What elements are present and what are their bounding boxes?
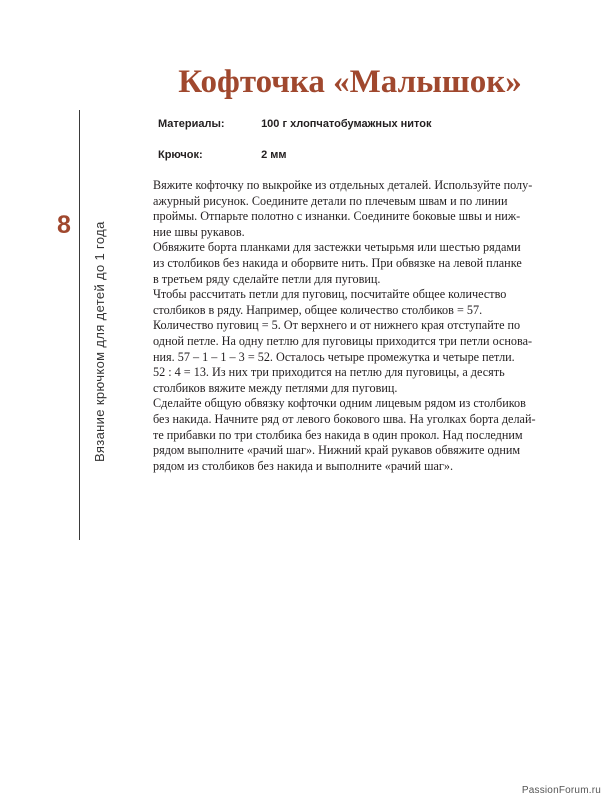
instruction-line: из столбиков без накида и оборвите нить. При обвязке на левой планке xyxy=(153,255,522,270)
page-number: 8 xyxy=(57,211,71,239)
hook-label: Крючок: xyxy=(158,149,203,161)
materials-value: 100 г хлопчатобумажных ниток xyxy=(261,118,432,130)
instruction-line: 52 : 4 = 13. Из них три приходится на петлю для пуговицы, а десять xyxy=(153,365,505,380)
materials-spec xyxy=(158,117,432,131)
instruction-line: Сделайте общую обвязку кофточки одним лицевым рядом из столбиков xyxy=(153,396,526,411)
instruction-line: проймы. Отпарьте полотно с изнанки. Соедините боковые швы и ниж- xyxy=(153,209,521,224)
instruction-line: Обвяжите борта планками для застежки четырьмя или шестью рядами xyxy=(153,240,521,255)
instruction-line: Количество пуговиц = 5. От верхнего и от нижнего края отступайте по xyxy=(153,318,521,333)
instruction-line: одной петле. На одну петлю для пуговицы приходится три петли основа- xyxy=(153,333,533,348)
site-watermark: PassionForum.ru xyxy=(521,785,601,796)
instruction-line: ния. 57 – 1 – 1 – 3 = 52. Осталось четыре промежутка и четыре петли. xyxy=(153,349,515,364)
instruction-line: те прибавки по три столбика без накида в один прокол. Над последним xyxy=(153,427,523,442)
instruction-line: без накида. Начните ряд от левого бокового шва. На уголках борта делай- xyxy=(153,411,536,426)
instruction-line: рядом выполните «рачий шаг». Нижний край рукавов обвяжите одним xyxy=(153,443,521,458)
hook-value: 2 мм xyxy=(261,149,287,161)
instruction-line: ажурный рисунок. Соедините детали по плечевым швам и по линии xyxy=(153,193,508,208)
side-divider-line xyxy=(79,110,80,540)
instruction-line: ние швы рукавов. xyxy=(153,224,245,239)
instruction-line: столбиков вяжите между петлями для пуговиц. xyxy=(153,380,398,395)
pattern-title: Кофточка «Малышок» xyxy=(178,64,522,100)
instruction-line: столбиков в ряду. Например, общее количество столбиков = 57. xyxy=(153,302,483,317)
instruction-line: в третьем ряду сделайте петли для пуговиц. xyxy=(153,271,381,286)
instruction-line: Вяжите кофточку по выкройке из отдельных деталей. Используйте полу- xyxy=(153,178,533,192)
instructions-text xyxy=(153,178,563,474)
instruction-line: Чтобы рассчитать петли для пуговиц, посчитайте общее количество xyxy=(153,287,507,302)
hook-spec xyxy=(158,148,287,162)
book-title-side-caption: Вязание крючком для детей до 1 года xyxy=(92,221,107,462)
instruction-line: рядом из столбиков без накида и выполните «рачий шаг». xyxy=(153,458,454,473)
materials-label: Материалы: xyxy=(158,118,225,130)
